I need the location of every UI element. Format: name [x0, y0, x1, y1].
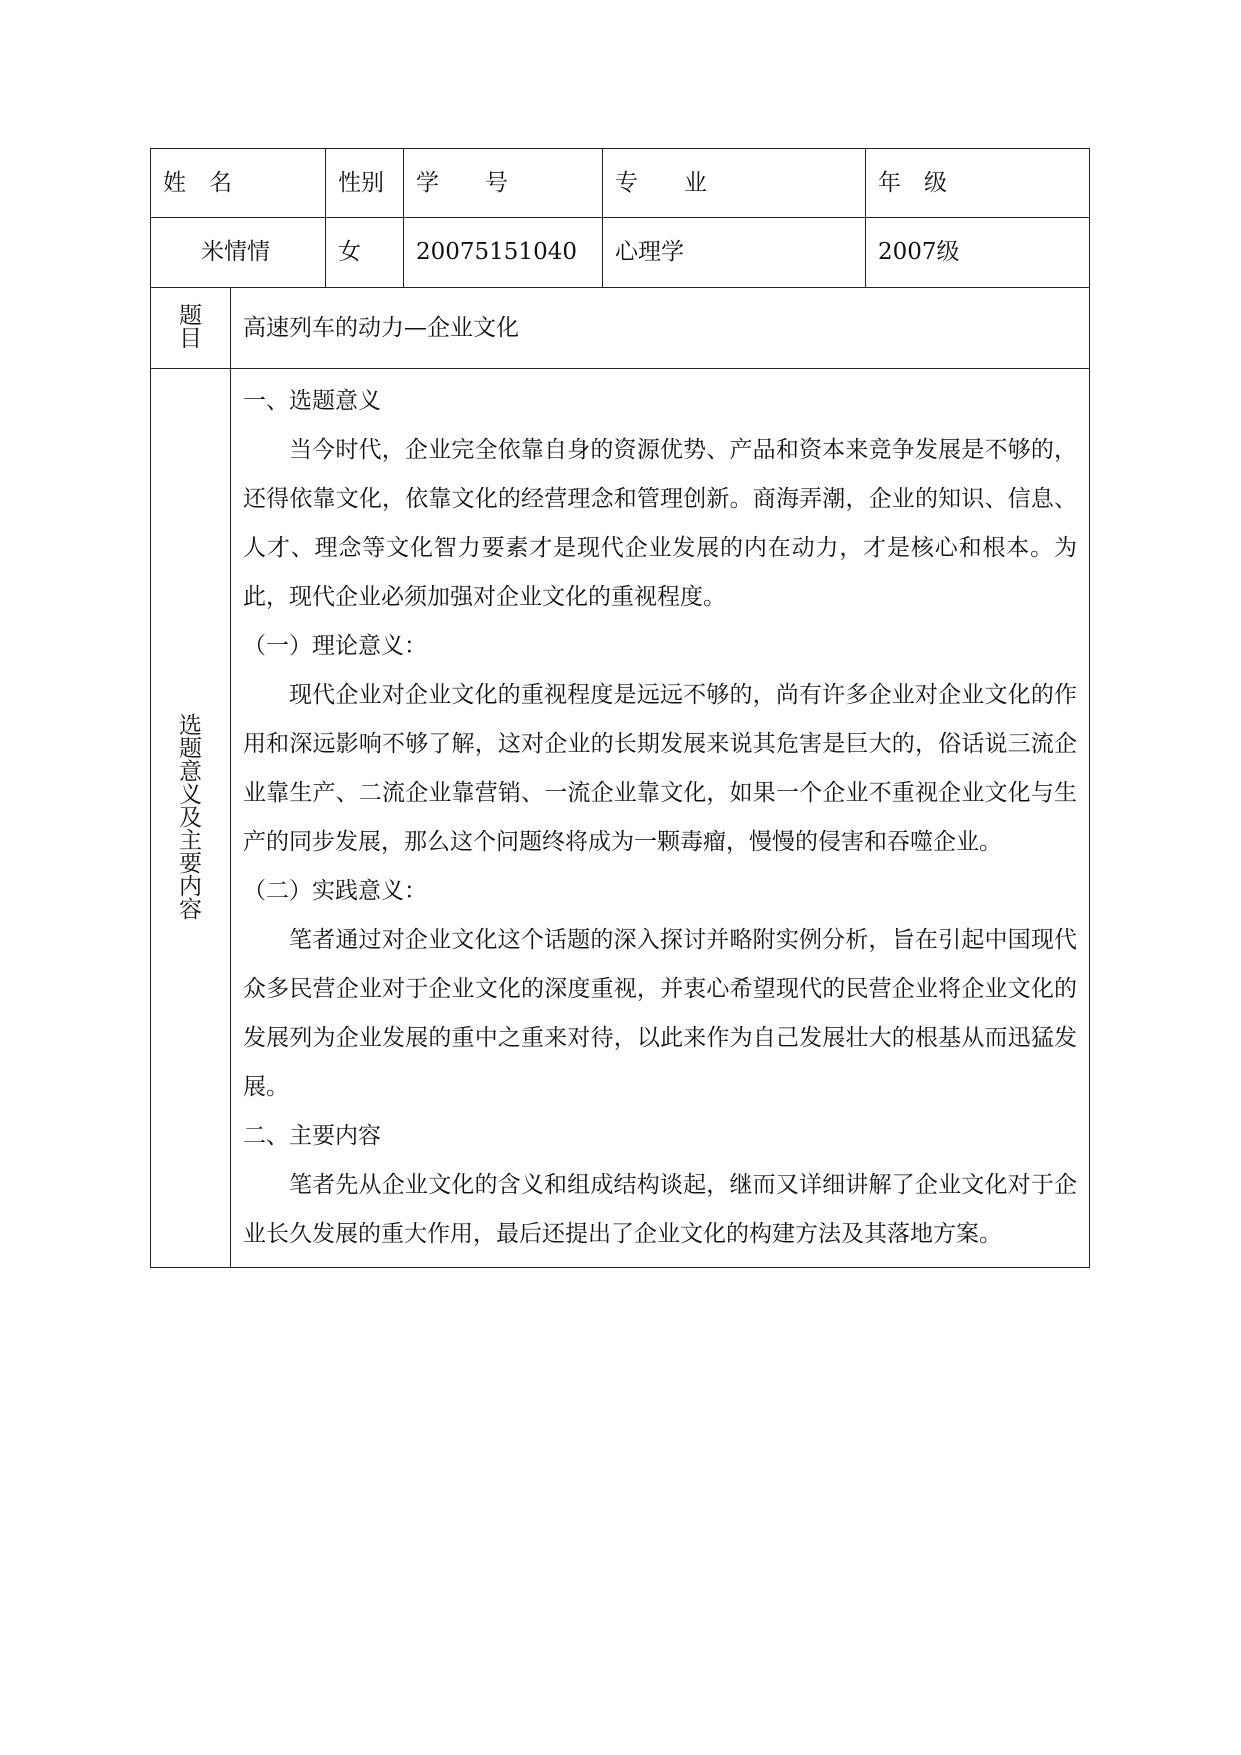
student-major: 心理学	[603, 218, 866, 288]
subsection-heading: （一）理论意义：	[243, 633, 427, 659]
paragraph: 现代企业对企业文化的重视程度是远远不够的，尚有许多企业对企业文化的作用和深远影响不够了解，这对企业的长期发展来说其危害是巨大的，俗话说三流企业靠生产、二流企业靠营销、一流企业靠文化，如果一个企业不重视企业文化与生产的同步发展，那么这个问题终将成为一颗毒瘤，慢慢的侵害和吞噬企业。	[243, 682, 1077, 855]
student-gender: 女	[326, 218, 404, 288]
subsection-heading: （二）实践意义：	[243, 878, 427, 904]
student-info-form	[150, 148, 1090, 1268]
paragraph: 当今时代，企业完全依靠自身的资源优势、产品和资本来竞争发展是不够的，还得依靠文化，依靠文化的经营理念和管理创新。商海弄潮，企业的知识、信息、人才、理念等文化智力要素才是现代企业发展的内在动力，才是核心和根本。为此，现代企业必须加强对企业文化的重视程度。	[243, 437, 1077, 610]
content-label	[151, 369, 231, 1268]
topic-value: 高速列车的动力—企业文化	[231, 288, 1090, 369]
content-label-char: 要	[179, 850, 202, 877]
info-row	[151, 218, 1090, 288]
paragraph: 笔者通过对企业文化这个话题的深入探讨并略附实例分析，旨在引起中国现代众多民营企业对于企业文化的深度重视，并衷心希望现代的民营企业将企业文化的发展列为企业发展的重中之重来对待，以此来作为自己发展壮大的根基从而迅猛发展。	[243, 927, 1077, 1100]
gender-label: 性别	[326, 149, 404, 218]
content-label-char: 内	[179, 873, 202, 900]
content-label-char: 义	[179, 781, 202, 808]
content-label-char: 及	[179, 804, 202, 831]
topic-label-char: 目	[179, 326, 202, 352]
content-body	[231, 369, 1090, 1268]
content-label-char: 主	[179, 827, 202, 854]
section-heading: 一、选题意义	[243, 388, 381, 414]
content-label-char: 选	[179, 712, 202, 739]
paragraph: 笔者先从企业文化的含义和组成结构谈起，继而又详细讲解了企业文化对于企业长久发展的重大作用，最后还提出了企业文化的构建方法及其落地方案。	[243, 1172, 1077, 1247]
content-label-char: 容	[179, 896, 202, 923]
content-row	[151, 369, 1090, 1268]
student-id: 20075151040	[404, 218, 603, 288]
topic-label	[151, 288, 231, 369]
content-label-char: 题	[179, 735, 202, 762]
student-grade: 2007级	[866, 218, 1090, 288]
content-label-char: 意	[179, 758, 202, 785]
student-name: 米情情	[151, 218, 326, 288]
id-label: 学 号	[404, 149, 603, 218]
topic-row	[151, 288, 1090, 369]
grade-label: 年 级	[866, 149, 1090, 218]
major-label: 专 业	[603, 149, 866, 218]
header-row	[151, 149, 1090, 218]
topic-label-char: 题	[179, 303, 202, 329]
section-heading: 二、主要内容	[243, 1123, 381, 1149]
name-label: 姓 名	[151, 149, 326, 218]
